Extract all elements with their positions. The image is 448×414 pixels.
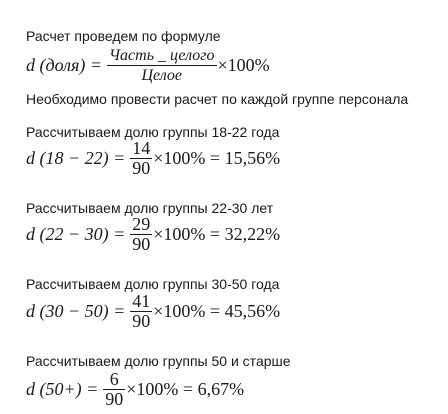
formula-rhs: ×100% = 32,22% — [153, 224, 281, 244]
formula-denominator: 90 — [105, 389, 124, 409]
formula-rhs: ×100% = 6,67% — [126, 379, 245, 399]
general-formula — [26, 46, 270, 85]
group-formula — [26, 139, 280, 178]
group-heading: Рассчитываем долю группы 18-22 года — [26, 124, 280, 140]
formula-fraction — [130, 139, 152, 178]
formula-denominator: Целое — [141, 67, 183, 84]
formula-lhs: d (22 − 30) = — [26, 224, 126, 244]
formula-fraction — [130, 292, 152, 331]
formula-rhs: ×100% = 15,56% — [153, 148, 281, 168]
formula-rhs: ×100% — [217, 55, 270, 75]
group-heading: Рассчитываем долю группы 30-50 года — [26, 276, 280, 292]
formula-lhs: d (18 − 22) = — [26, 148, 126, 168]
intro-note: Необходимо провести расчет по каждой группе персонала — [26, 91, 409, 107]
formula-denominator: 90 — [132, 234, 151, 254]
formula-numerator: Часть _ целого — [109, 47, 215, 64]
formula-numerator: 41 — [132, 291, 151, 311]
intro-line: Расчет проведем по формуле — [26, 28, 221, 44]
group-formula — [26, 292, 280, 331]
group-heading: Рассчитываем долю группы 22-30 лет — [26, 200, 274, 216]
formula-fraction — [130, 215, 152, 254]
formula-rhs: ×100% = 45,56% — [153, 301, 281, 321]
formula-fraction — [107, 46, 216, 85]
formula-lhs: d (30 − 50) = — [26, 301, 126, 321]
formula-numerator: 14 — [132, 138, 151, 158]
formula-numerator: 29 — [132, 214, 151, 234]
formula-fraction — [103, 370, 125, 409]
group-formula — [26, 370, 244, 409]
group-formula — [26, 215, 280, 254]
group-heading: Рассчитываем долю группы 50 и старше — [26, 353, 291, 369]
formula-lhs: d (50+) = — [26, 379, 99, 399]
formula-denominator: 90 — [132, 311, 151, 331]
formula-denominator: 90 — [132, 158, 151, 178]
formula-numerator: 6 — [109, 369, 119, 389]
formula-lhs: d (доля) = — [26, 55, 103, 75]
